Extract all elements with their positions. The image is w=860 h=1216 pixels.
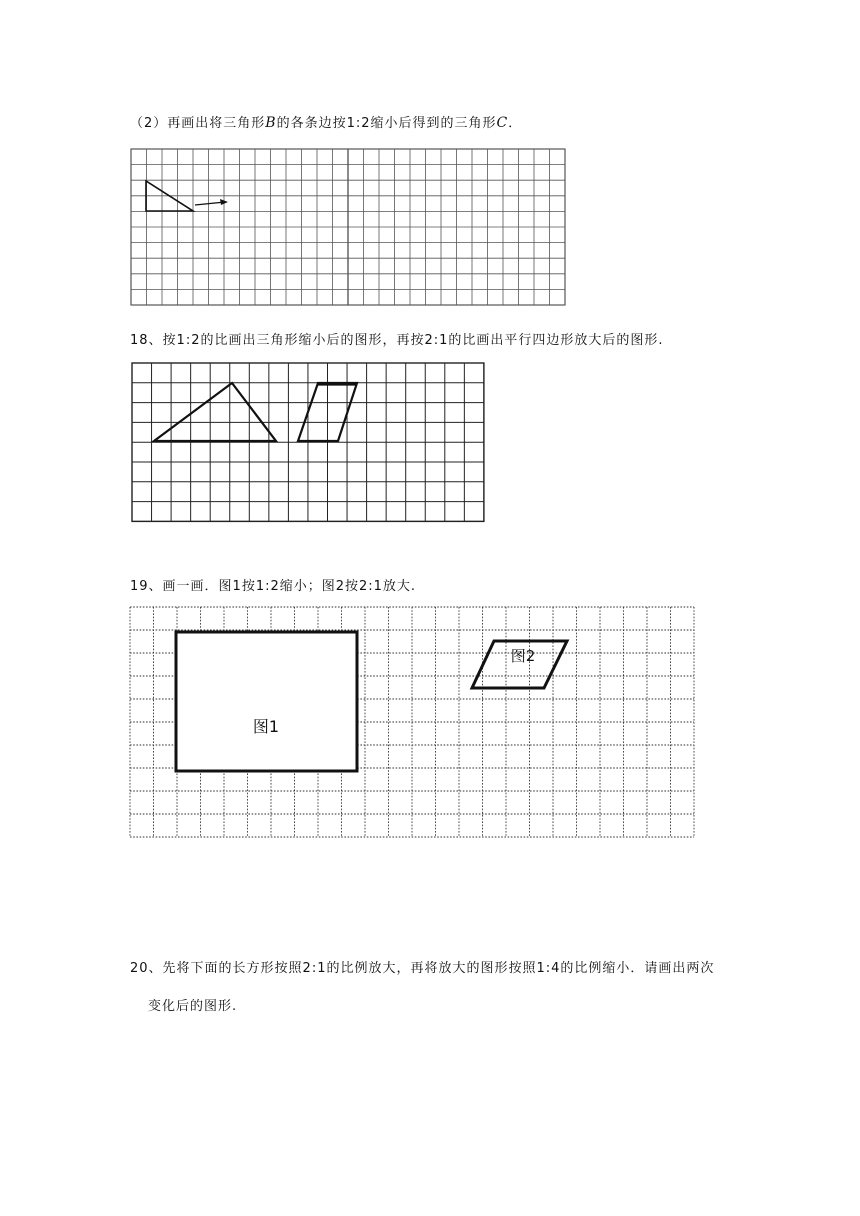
q17-suffix: ． [508,116,523,131]
arrow-line [195,202,225,205]
q17-var-c: C [496,115,509,131]
q17-right-grid[interactable] [348,149,565,306]
triangle-shape [154,383,276,441]
q17-left-grid-svg[interactable] [131,149,348,306]
question-17-part2-text [130,112,522,131]
question-20-line1: 20、先将下面的长方形按照2:1的比例放大，再将放大的图形按照1:4的比例缩小．请画出两次 [130,961,715,976]
q17-var-b: B [265,115,277,131]
grid-lines [132,363,484,521]
q17-prefix: （2）再画出将三角形 [130,116,266,131]
figure-1-label: 图1 [252,717,280,736]
question-19-text: 19、画一画．图1按1:2缩小；图2按2:1放大. [130,579,417,594]
question-20-line2: 变化后的图形. [148,999,238,1014]
q18-grid[interactable] [132,363,484,522]
figure-1-rectangle [176,632,357,771]
q18-grid-svg[interactable] [132,363,484,522]
q17-right-grid-svg[interactable] [348,149,565,306]
question-18-text: 18、按1:2的比画出三角形缩小后的图形，再按2:1的比画出平行四边形放大后的图形. [130,333,664,348]
q19-grid[interactable] [130,607,698,839]
q19-grid-svg[interactable] [130,607,698,839]
figure-2-label: 图2 [510,647,536,665]
q17-middle: 的各条边按1:2缩小后得到的三角形 [276,116,497,131]
q17-left-grid[interactable] [131,149,348,306]
grid-lines [348,149,565,305]
grid-lines [131,149,348,305]
